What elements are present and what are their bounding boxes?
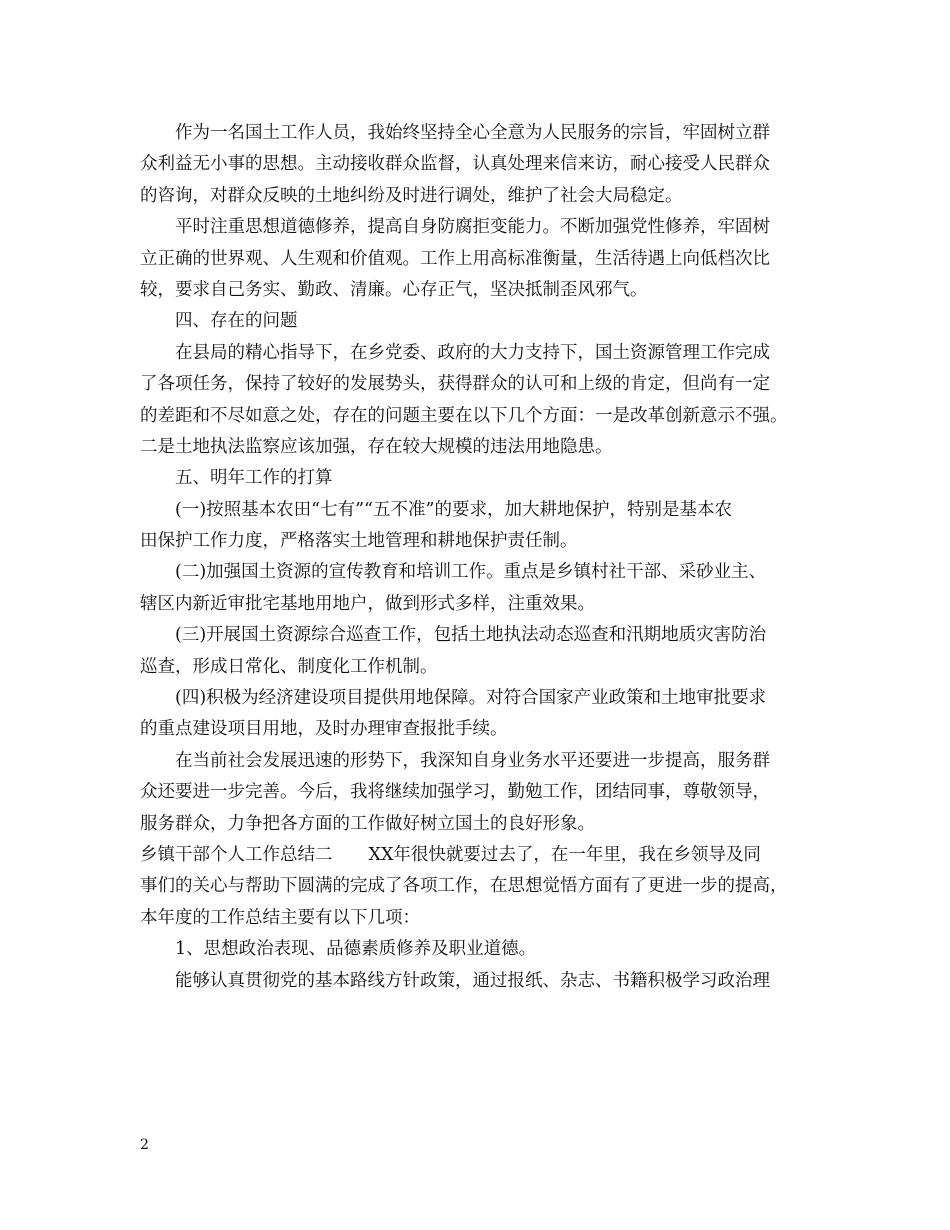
text-line: 本年度的工作总结主要有以下几项： <box>140 907 420 928</box>
heading-problems: 四、存在的问题 <box>175 311 298 332</box>
text-line: 能够认真贯彻党的基本路线方针政策，通过报纸、杂志、书籍积极学习政治理 <box>175 970 770 991</box>
page-number: 2 <box>140 1137 149 1153</box>
text-line: 的重点建设项目用地，及时办理审查报批手续。 <box>140 719 508 740</box>
section-first-line: XX年很快就要过去了，在一年里，我在乡领导及同 <box>368 844 761 865</box>
text-line: 了各项任务，保持了较好的发展势头，获得群众的认可和上级的肯定，但尚有一定 <box>140 374 770 395</box>
text-line: 在当前社会发展迅速的形势下，我深知自身业务水平还要进一步提高，服务群 <box>175 750 770 771</box>
text-line: 的差距和不尽如意之处，存在的问题主要在以下几个方面：一是改革创新意示不强。 <box>140 405 788 426</box>
text-line: 事们的关心与帮助下圆满的完成了各项工作，在思想觉悟方面有了更进一步的提高， <box>140 876 788 897</box>
text-line: 众利益无小事的思想。主动接收群众监督，认真处理来信来访，耐心接受人民群众 <box>140 154 770 175</box>
text-line: 服务群众，力争把各方面的工作做好树立国土的良好形象。 <box>140 813 595 834</box>
text-line: (四)积极为经济建设项目提供用地保障。对符合国家产业政策和土地审批要求 <box>175 688 767 709</box>
text-line: 立正确的世界观、人生观和价值观。工作上用高标准衡量，生活待遇上向低档次比 <box>140 248 770 269</box>
text-line: 田保护工作力度，严格落实土地管理和耕地保护责任制。 <box>140 531 578 552</box>
text-line: 1、思想政治表现、品德素质修养及职业道德。 <box>175 939 537 960</box>
section-title: 乡镇干部个人工作总结二 <box>140 844 333 865</box>
heading-next-year-plans: 五、明年工作的打算 <box>175 468 333 489</box>
text-line: 二是土地执法监察应该加强，存在较大规模的违法用地隐患。 <box>140 436 613 457</box>
text-line: (三)开展国土资源综合巡查工作，包括土地执法动态巡查和汛期地质灾害防治 <box>175 625 767 646</box>
text-line: 辖区内新近审批宅基地用地户，做到形式多样，注重效果。 <box>140 593 595 614</box>
text-line: (二)加强国土资源的宣传教育和培训工作。重点是乡镇村社干部、采砂业主、 <box>175 562 767 583</box>
section-title-line <box>140 840 830 871</box>
document-body <box>140 118 830 997</box>
text-line: 巡查，形成日常化、制度化工作机制。 <box>140 656 438 677</box>
text-line: 平时注重思想道德修养，提高自身防腐拒变能力。不断加强党性修养，牢固树 <box>175 217 770 238</box>
text-line: (一)按照基本农田“七有”“五不准”的要求，加大耕地保护，特别是基本农 <box>175 499 732 520</box>
text-line: 较，要求自己务实、勤政、清廉。心存正气，坚决抵制歪风邪气。 <box>140 279 648 300</box>
text-line: 在县局的精心指导下，在乡党委、政府的大力支持下，国土资源管理工作完成 <box>175 342 770 363</box>
text-line: 众还要进一步完善。今后，我将继续加强学习，勤勉工作，团结同事，尊敬领导， <box>140 782 770 803</box>
text-line: 作为一名国土工作人员，我始终坚持全心全意为人民服务的宗旨，牢固树立群 <box>175 123 770 143</box>
text-line: 的咨询，对群众反映的土地纠纷及时进行调处，维护了社会大局稳定。 <box>140 185 683 206</box>
